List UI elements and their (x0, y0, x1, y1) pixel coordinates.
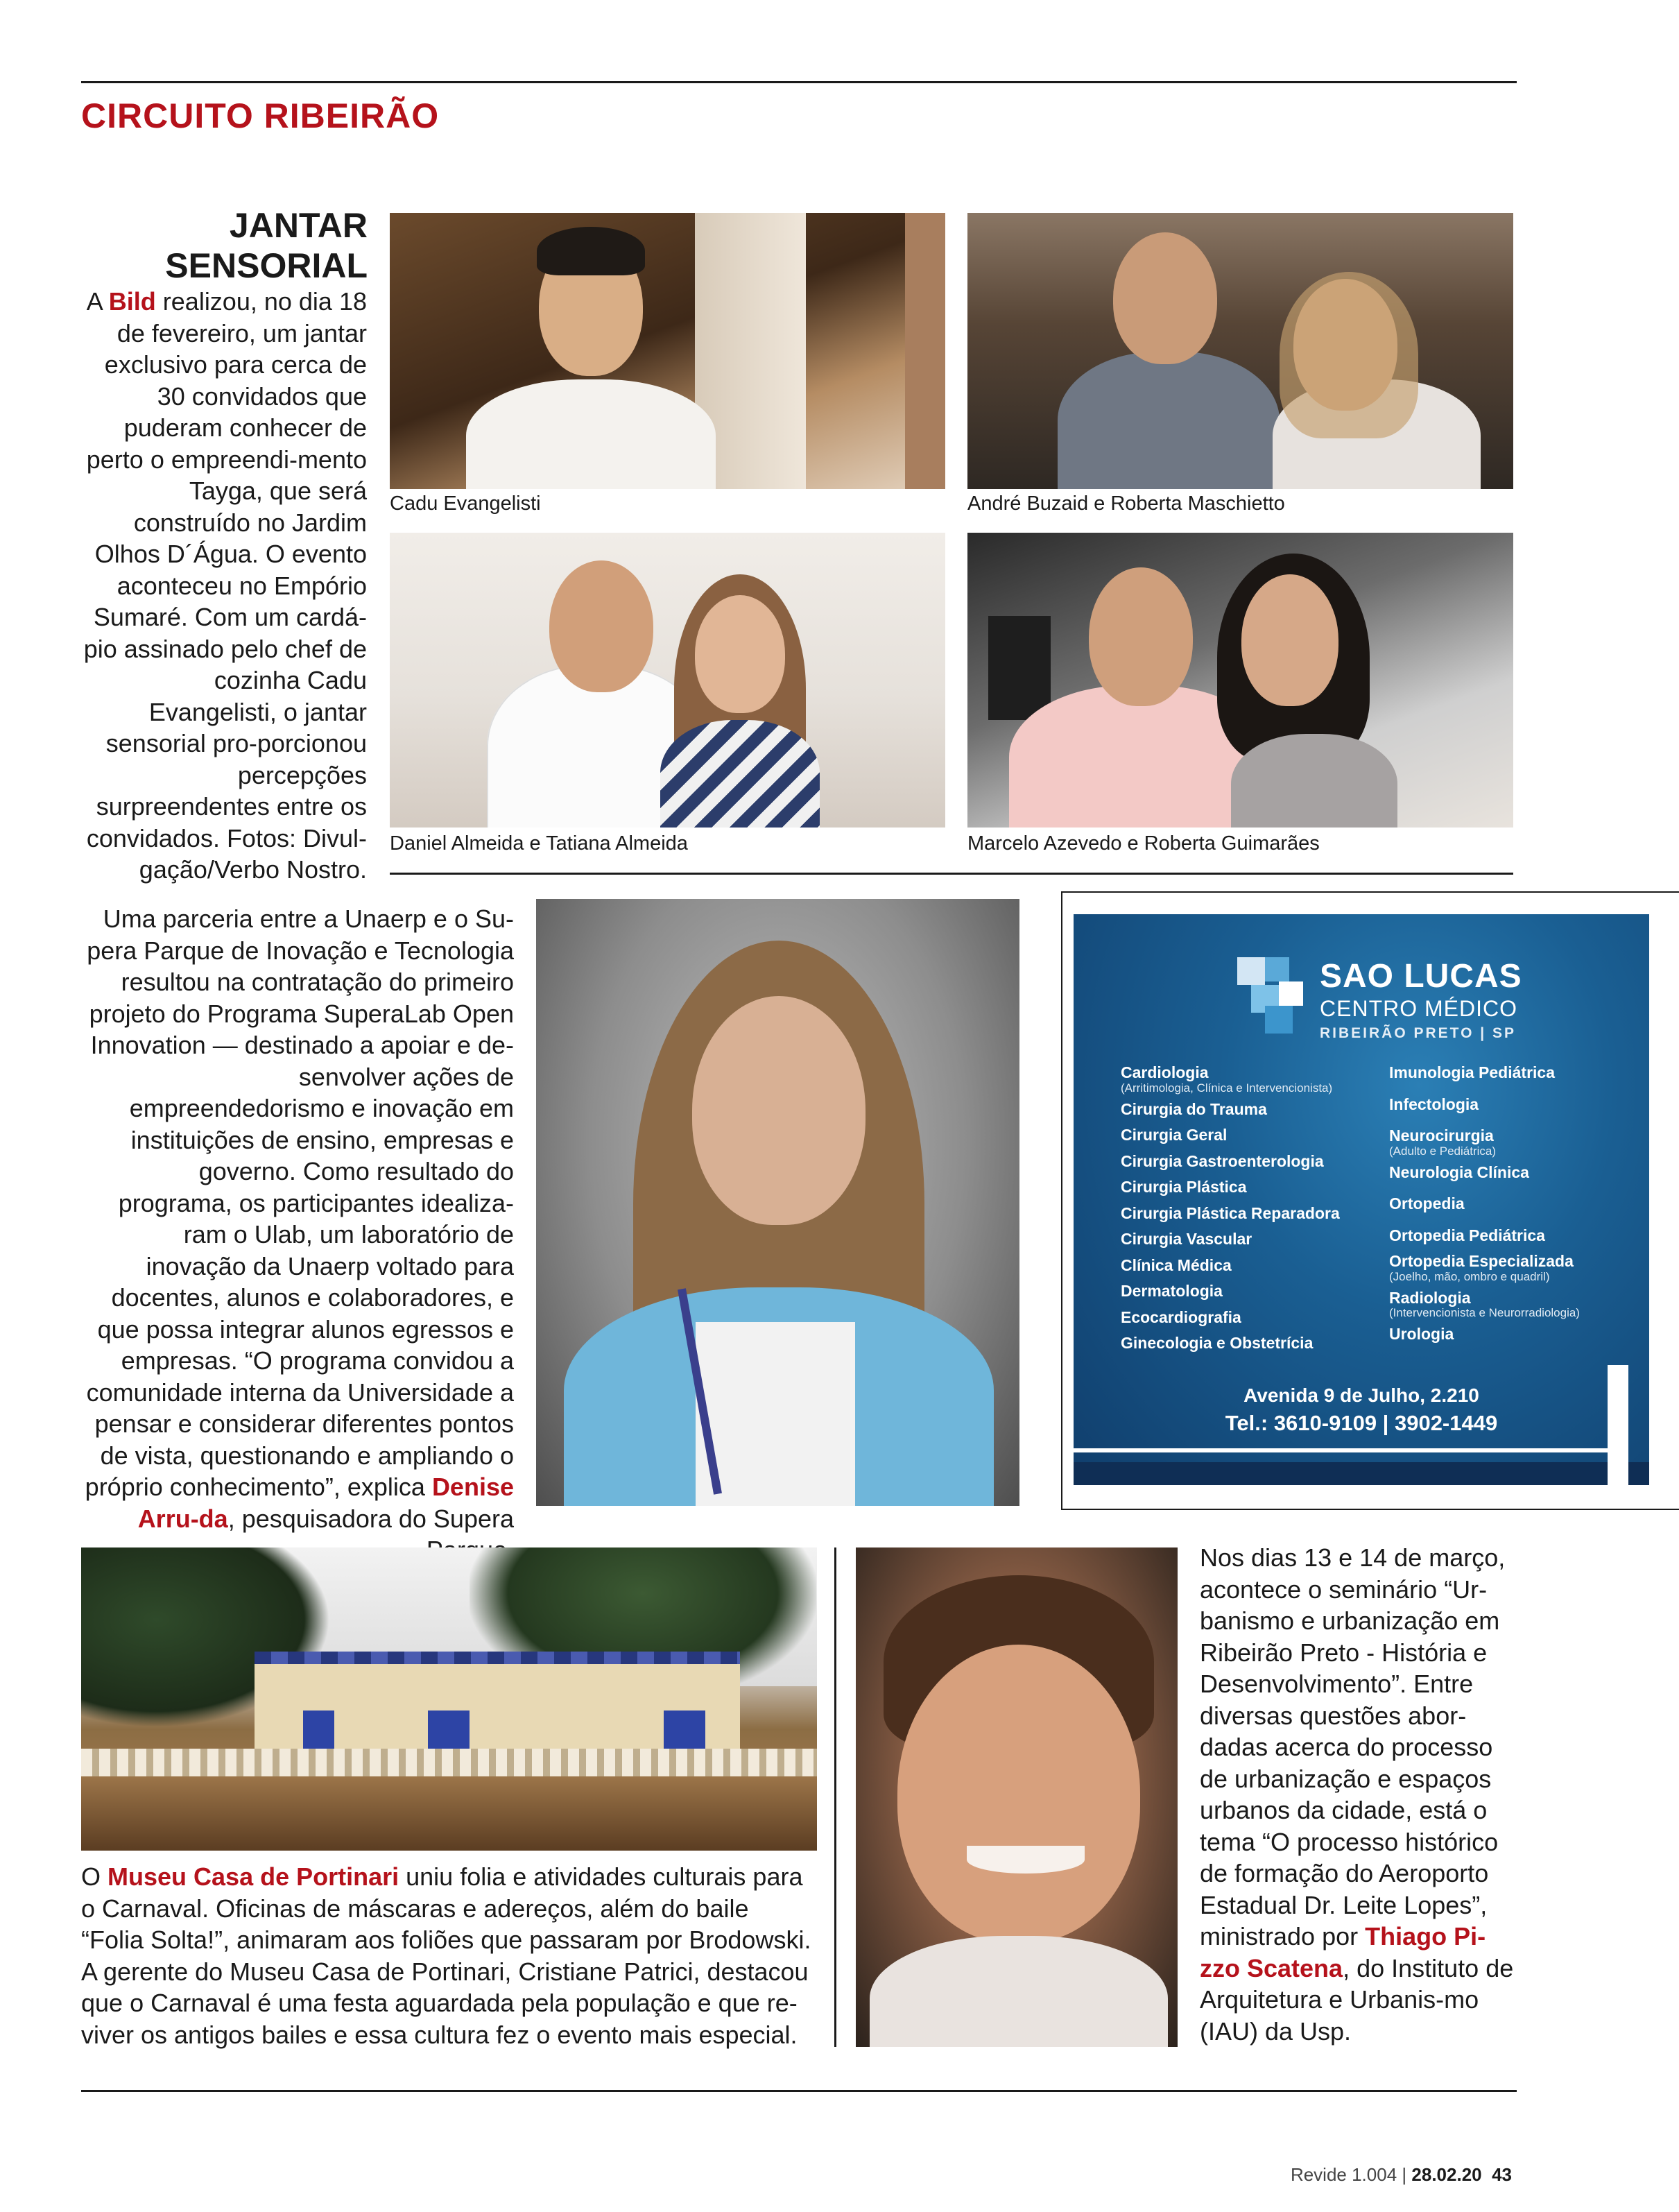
section-title: CIRCUITO RIBEIRÃO (81, 96, 440, 135)
title-line-1: JANTAR (229, 206, 368, 245)
list-item: Neurologia Clínica (1389, 1163, 1529, 1181)
ad-white-line (1074, 1448, 1628, 1452)
issue-date: 28.02.20 (1411, 2164, 1482, 2185)
list-item: Cirurgia Gastroenterologia (1121, 1151, 1324, 1170)
list-item: Infectologia (1389, 1095, 1479, 1113)
list-item: Clínica Médica (1121, 1255, 1232, 1274)
list-item: Cirurgia Plástica Reparadora (1121, 1203, 1340, 1222)
page-footer (1291, 2164, 1512, 2186)
list-item: Ortopedia Especializada (Joelho, mão, ombro e quadril) (1389, 1252, 1574, 1283)
caption-1: Cadu Evangelisti (390, 492, 541, 515)
caption-2: André Buzaid e Roberta Maschietto (967, 492, 1285, 515)
bottom-rule (81, 2090, 1517, 2092)
ad-bottom-bar (1074, 1462, 1649, 1485)
sao-lucas-ad[interactable] (1074, 914, 1649, 1485)
ad-brand: SAO LUCAS (1320, 958, 1522, 995)
photo-marcelo-roberta (967, 533, 1513, 828)
photo-museu-casa-portinari (81, 1547, 817, 1851)
thiago-highlight: Thiago Pi-zzo Scatena (1200, 1922, 1486, 1982)
bild-highlight: Bild (108, 287, 156, 316)
ad-specialties-right (1389, 1060, 1580, 1348)
list-item: Ecocardiografia (1121, 1308, 1241, 1326)
ad-cross-mark (1608, 1365, 1628, 1485)
list-item: Urologia (1389, 1325, 1454, 1343)
photo-cadu-evangelisti (390, 213, 945, 489)
page-number: 43 (1492, 2164, 1512, 2185)
vertical-divider (834, 1547, 836, 2047)
list-item: Neurocirurgia (Adulto e Pediátrica) (1389, 1126, 1497, 1158)
jantar-body: A Bild realizou, no dia 18 de fevereiro, um jantar exclusivo para cerca de 30 convidados que puderam conhecer de perto o empreendi-mento Tayga, que será construído no Jardim Olhos D´Água. O evento aconteceu no Empório Sumaré. Com um cardá-pio assinado pelo chef de cozinha Cadu Evangelisti, o jantar sensorial pro-porcionou percepções surpreendentes entre os convidados. Fotos: Divul-gação/Verbo Nostro. (83, 287, 367, 884)
ad-subtitle: CENTRO MÉDICO (1320, 996, 1517, 1021)
top-rule (81, 81, 1517, 83)
footer-separator: | (1402, 2164, 1407, 2185)
portinari-body: O Museu Casa de Portinari uniu folia e atividades culturais para o Carnaval. Oficinas de máscaras e adereços, além do baile “Folia Solta!”, animaram aos foliões que passaram por Brodowski. A gerente do Museu Casa de Portinari, Cristiane Patrici, destacou que o Carnaval é uma festa aguardada pela população e que re-viver os antigos bailes e essa cultura fez o evento mais especial. (81, 1862, 811, 2049)
list-item: Cirurgia Vascular (1121, 1230, 1252, 1248)
list-item: Cardiologia (Arritimologia, Clínica e Intervencionista) (1121, 1063, 1333, 1095)
title-line-2: SENSORIAL (165, 246, 368, 285)
magazine-issue: Revide 1.004 (1290, 2164, 1397, 2185)
museu-highlight: Museu Casa de Portinari (107, 1862, 399, 1891)
ad-phone: Tel.: 3610-9109 | 3902-1449 (1225, 1411, 1498, 1435)
denise-highlight: Denise Arru-da (137, 1473, 514, 1533)
list-item: Ortopedia (1389, 1194, 1465, 1212)
supera-body: Uma parceria entre a Unaerp e o Su-pera Parque de Inovação e Tecnologia resultou na contratação do primeiro projeto do Programa SuperaLab Open Innovation — destinado a apoiar e de-senvolver ações de empreendedorismo e inovação em instituições de ensino, empresas e governo. Como resultado do programa, os participantes idealiza-ram o Ulab, um laboratório de inovação da Unaerp voltado para docentes, alunos e colaboradores, e que possa integrar alunos egressos e empresas. “O programa convidou a comunidade interna da Universidade a pensar e considerar diferentes pontos de vista, questionando e ampliando o próprio conhecimento”, explica Denise Arru-da, pesquisadora do Supera (85, 904, 514, 1533)
photo-daniel-tatiana (390, 533, 945, 828)
list-item: Cirurgia do Trauma (1121, 1099, 1267, 1118)
divider-1 (390, 873, 1513, 875)
ad-city: RIBEIRÃO PRETO | SP (1320, 1025, 1517, 1041)
sao-lucas-logo-icon (1237, 957, 1314, 1034)
list-item: Imunologia Pediátrica (1389, 1063, 1555, 1081)
ad-address: Avenida 9 de Julho, 2.210 (1243, 1384, 1479, 1406)
list-item: Cirurgia Plástica (1121, 1178, 1247, 1196)
list-item: Ortopedia Pediátrica (1389, 1226, 1545, 1244)
article-title-jantar (76, 205, 368, 286)
photo-thiago-pizzo-scatena (856, 1547, 1178, 2047)
list-item: Ginecologia e Obstetrícia (1121, 1334, 1314, 1352)
list-item: Radiologia (Intervencionista e Neurorradiologia) (1389, 1288, 1580, 1319)
caption-3: Daniel Almeida e Tatiana Almeida (390, 832, 688, 855)
list-item: Cirurgia Geral (1121, 1126, 1228, 1144)
photo-andre-roberta (967, 213, 1513, 489)
seminario-body: Nos dias 13 e 14 de março, acontece o seminário “Ur-banismo e urbanização em Ribeirão Preto - História e Desenvolvimento”. Entre diversas questões abor-dadas acerca do processo de urbanização e espaços urbanos da cidade, está o tema “O processo histórico de formação do Aeroporto Estadual Dr. Leite Lopes”, ministrado por Thiago Pi-zzo Scatena, do Instituto de Arquitetura e Urbanis-mo (IAU) da Usp. (1200, 1543, 1514, 2046)
ad-specialties-left (1121, 1060, 1340, 1357)
list-item: Dermatologia (1121, 1282, 1223, 1300)
photo-denise-arruda (536, 899, 1019, 1506)
caption-4: Marcelo Azevedo e Roberta Guimarães (967, 832, 1320, 855)
